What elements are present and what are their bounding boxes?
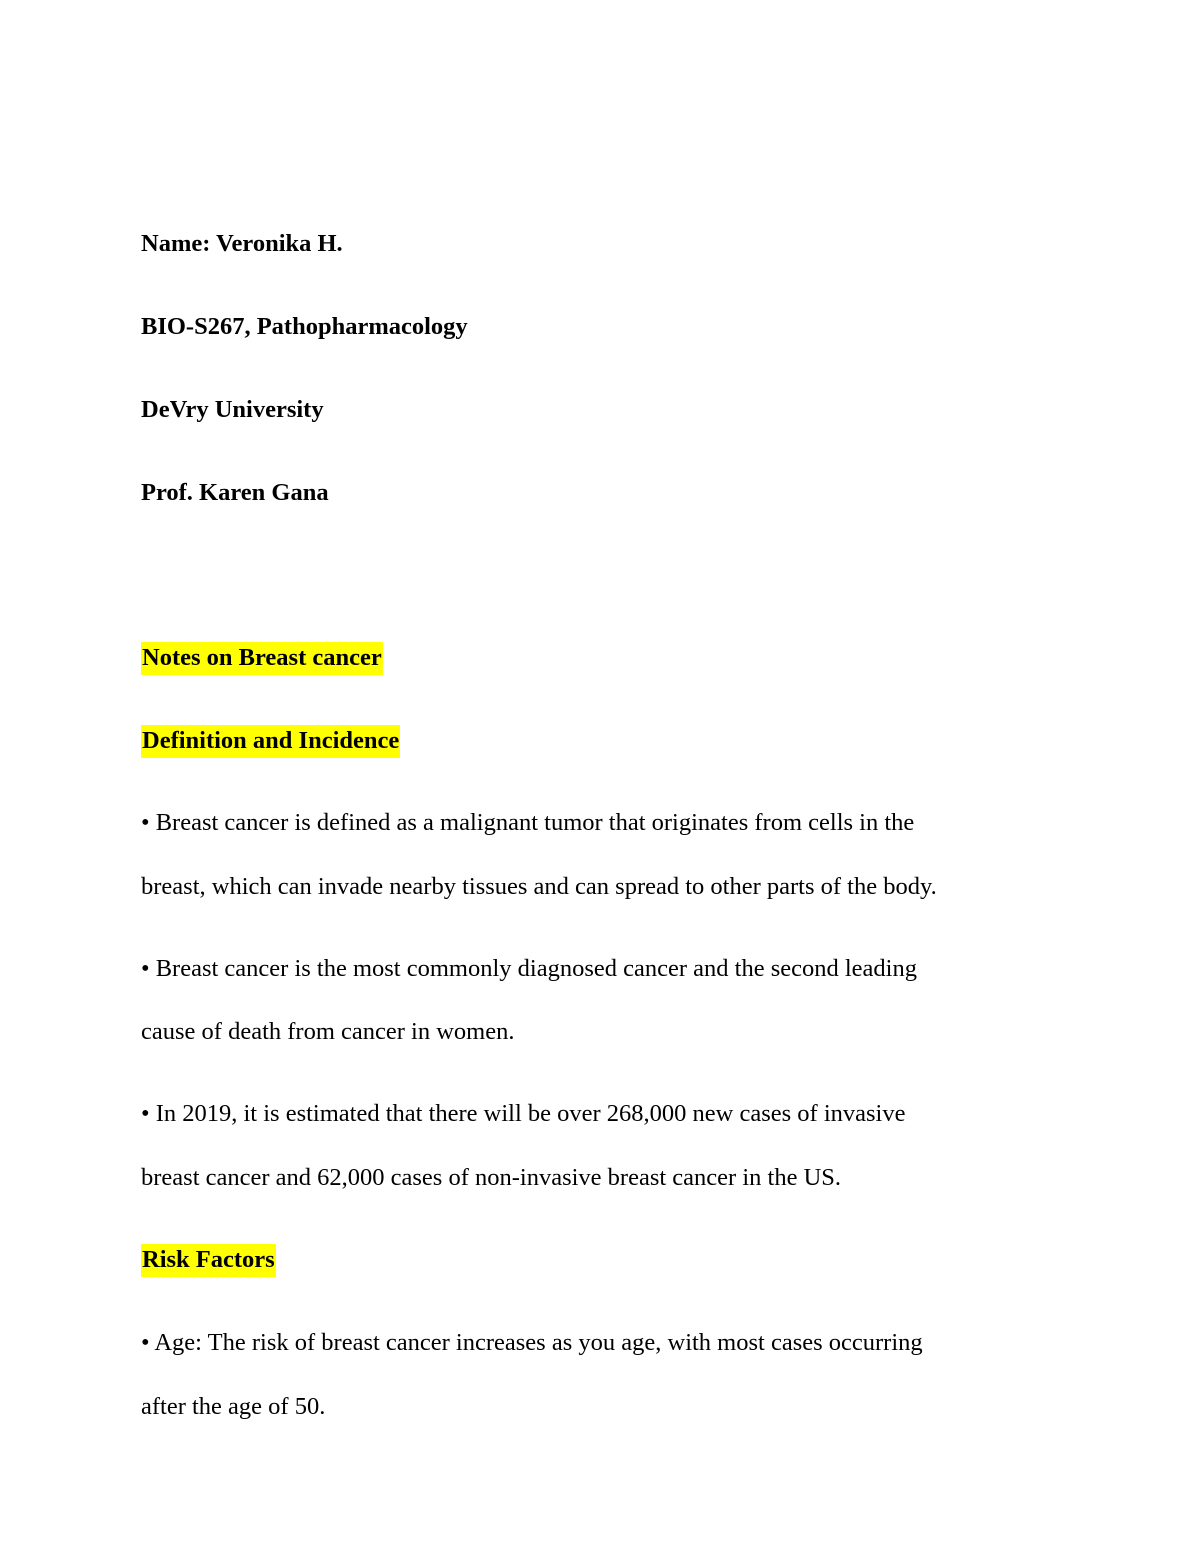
bullet-1-line-1: • Breast cancer is defined as a malignant tumor that originates from cells in the xyxy=(141,809,915,836)
bullet-4-line-2: after the age of 50. xyxy=(141,1393,326,1420)
section-heading-definition xyxy=(141,726,400,756)
professor-name: Prof. Karen Gana xyxy=(141,479,329,506)
document-title xyxy=(141,643,383,673)
bullet-2-line-2: cause of death from cancer in women. xyxy=(141,1018,515,1045)
course-title: BIO-S267, Pathopharmacology xyxy=(141,313,468,340)
bullet-1-line-2: breast, which can invade nearby tissues and can spread to other parts of the body. xyxy=(141,873,937,900)
bullet-4-line-1: • Age: The risk of breast cancer increases as you age, with most cases occurring xyxy=(141,1329,923,1356)
student-name: Name: Veronika H. xyxy=(141,230,343,257)
bullet-3-line-2: breast cancer and 62,000 cases of non-invasive breast cancer in the US. xyxy=(141,1164,842,1191)
section-heading-definition-text: Definition and Incidence xyxy=(141,725,400,758)
section-heading-risk-factors-text: Risk Factors xyxy=(141,1244,276,1277)
bullet-3-line-1: • In 2019, it is estimated that there will be over 268,000 new cases of invasive xyxy=(141,1100,906,1127)
section-heading-risk-factors xyxy=(141,1245,276,1275)
bullet-2-line-1: • Breast cancer is the most commonly diagnosed cancer and the second leading xyxy=(141,955,917,982)
university-name: DeVry University xyxy=(141,396,324,423)
document-title-text: Notes on Breast cancer xyxy=(141,642,383,675)
